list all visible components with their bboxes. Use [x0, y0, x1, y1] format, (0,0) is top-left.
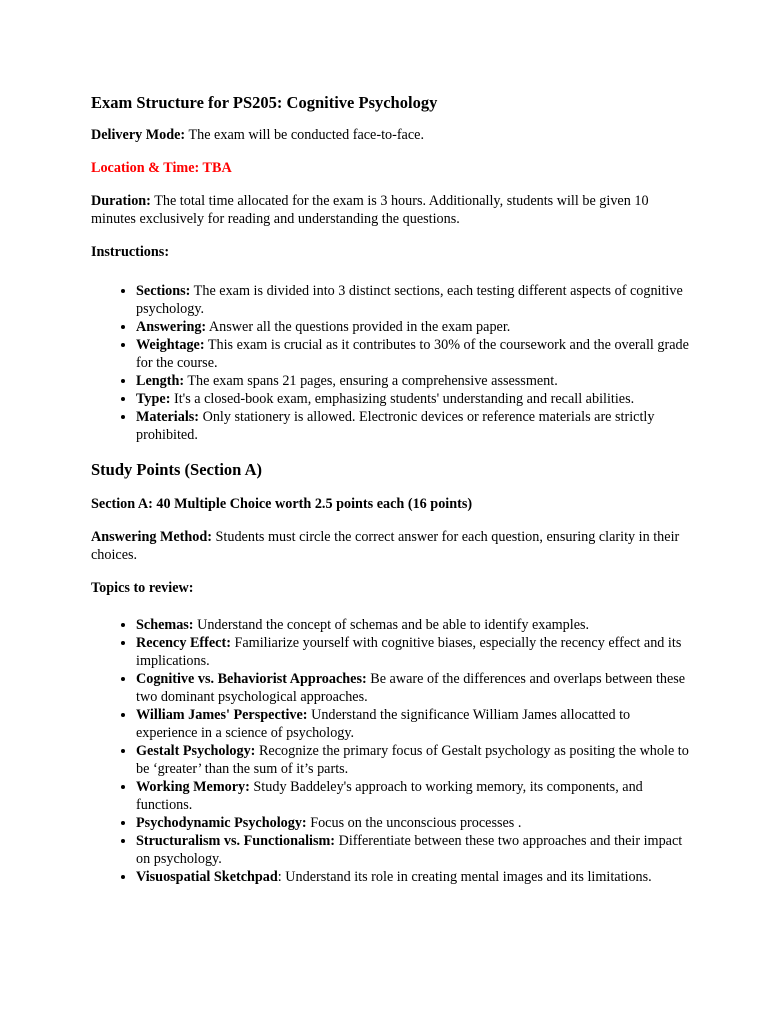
list-item — [136, 372, 691, 390]
list-item-label: Gestalt Psychology: — [136, 743, 256, 759]
answering-method-text: Students must circle the correct answer for each question, ensuring clarity in their choices. — [91, 529, 680, 563]
list-item — [136, 706, 691, 742]
instructions-heading — [91, 243, 691, 261]
list-item — [136, 390, 691, 408]
list-item-label: Length: — [136, 373, 185, 389]
list-item-text: Recognize the primary focus of Gestalt psychology as positing the whole to be ‘greater’ than the sum of it’s parts. — [136, 743, 689, 777]
list-item-text: : Understand its role in creating mental images and its limitations. — [277, 869, 652, 885]
delivery-mode-text: The exam will be conducted face-to-face. — [185, 127, 424, 143]
list-item-text: Understand the significance William James allocatted to experience in a science of psychology. — [136, 707, 631, 741]
list-item — [136, 778, 691, 814]
section-a-text: Section A: 40 Multiple Choice worth 2.5 points each (16 points) — [91, 496, 473, 512]
list-item-label: Visuospatial Sketchpad — [136, 869, 278, 885]
list-item-label: Sections: — [136, 283, 191, 299]
list-item-label: Weightage: — [136, 337, 205, 353]
list-item-label: Recency Effect: — [136, 635, 231, 651]
list-item-label: Answering: — [136, 319, 207, 335]
answering-method-label: Answering Method: — [91, 529, 212, 545]
list-item-label: Cognitive vs. Behaviorist Approaches: — [136, 671, 367, 687]
list-item-label: Type: — [136, 391, 171, 407]
section-a-heading — [91, 495, 691, 513]
duration-paragraph — [91, 192, 691, 228]
list-item — [136, 868, 691, 886]
list-item — [136, 670, 691, 706]
list-item-label: Structuralism vs. Functionalism: — [136, 833, 336, 849]
list-item-label: Materials: — [136, 409, 200, 425]
document-content — [91, 92, 691, 901]
list-item-text: Be aware of the differences and overlaps between these two dominant psychological approaches. — [136, 671, 686, 705]
list-item — [136, 634, 691, 670]
list-item-text: The exam spans 21 pages, ensuring a comprehensive assessment. — [184, 373, 558, 389]
list-item — [136, 742, 691, 778]
list-item — [136, 832, 691, 868]
list-item-label: Working Memory: — [136, 779, 250, 795]
list-item-text: Differentiate between these two approaches and their impact on psychology. — [136, 833, 683, 867]
list-item-text: Study Baddeley's approach to working memory, its components, and functions. — [136, 779, 643, 813]
list-item-text: Familiarize yourself with cognitive biases, especially the recency effect and its implications. — [136, 635, 682, 669]
list-item — [136, 616, 691, 634]
instructions-heading-text: Instructions: — [91, 244, 170, 260]
topics-heading-text: Topics to review: — [91, 580, 194, 596]
study-points-heading: Study Points (Section A) — [91, 460, 262, 479]
page-title: Exam Structure for PS205: Cognitive Psychology — [91, 93, 438, 112]
topics-heading — [91, 579, 691, 597]
list-item-label: Schemas: — [136, 617, 194, 633]
list-item — [136, 336, 691, 372]
list-item — [136, 318, 691, 336]
delivery-mode-paragraph — [91, 126, 691, 144]
list-item-text: It's a closed-book exam, emphasizing students' understanding and recall abilities. — [170, 391, 635, 407]
duration-label: Duration: — [91, 193, 151, 209]
list-item-text: This exam is crucial as it contributes to 30% of the coursework and the overall grade for the course. — [136, 337, 689, 371]
list-item-text: The exam is divided into 3 distinct sections, each testing different aspects of cognitive psychology. — [136, 283, 683, 317]
location-time: Location & Time: TBA — [91, 160, 232, 176]
list-item-text: Only stationery is allowed. Electronic devices or reference materials are strictly prohibited. — [136, 409, 655, 443]
instructions-list — [91, 282, 691, 444]
list-item — [136, 814, 691, 832]
list-item-text: Understand the concept of schemas and be able to identify examples. — [193, 617, 590, 633]
list-item — [136, 408, 691, 444]
delivery-mode-label: Delivery Mode: — [91, 127, 186, 143]
answering-method-paragraph — [91, 528, 691, 564]
list-item-text: Focus on the unconscious processes . — [306, 815, 522, 831]
list-item-label: Psychodynamic Psychology: — [136, 815, 307, 831]
list-item — [136, 282, 691, 318]
list-item-label: William James' Perspective: — [136, 707, 308, 723]
list-item-text: Answer all the questions provided in the exam paper. — [206, 319, 511, 335]
duration-text: The total time allocated for the exam is 3 hours. Additionally, students will be given 10 minutes exclusively for reading and understanding the questions. — [91, 193, 649, 227]
topics-list — [91, 616, 691, 886]
